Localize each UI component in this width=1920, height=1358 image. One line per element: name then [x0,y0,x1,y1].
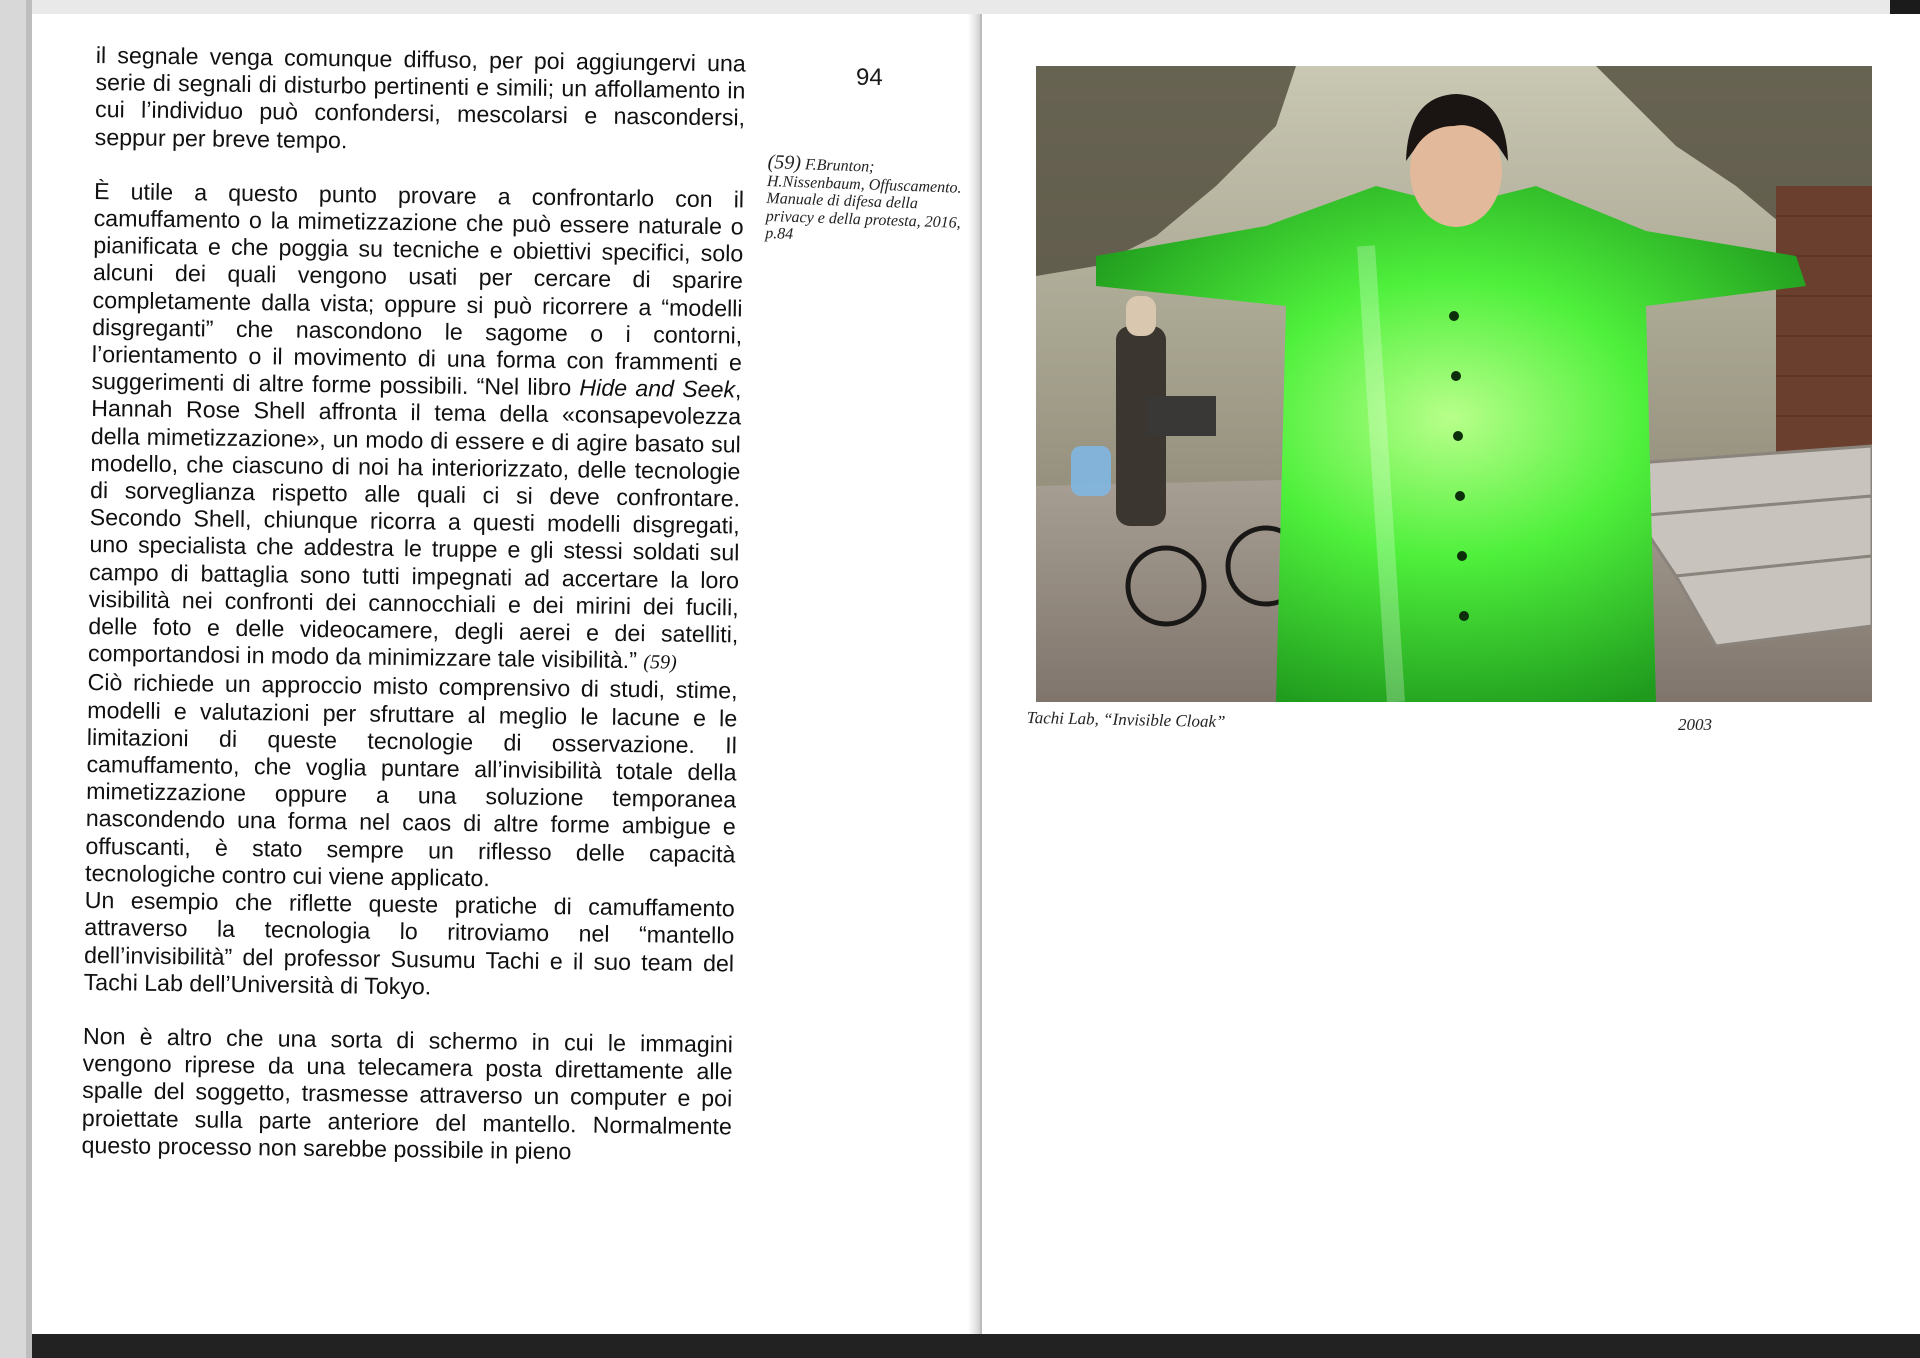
paragraph-2-text: È utile a questo punto provare a confrontarlo con il camuffamento o la mimetizzazione che può essere naturale o pianificata e che poggia su tecniche e obiettivi specifici, solo alcuni dei quali vengono usati per cercare di sparire completamente dalla vista; oppure si può ricorrere a “modelli disgreganti” che nascondono le sagome o i contorni, l’orientamento o il movimento di una forma con frammenti e suggerimenti di altre forme possibili. “Nel libro [91,177,745,401]
paragraph-1: il segnale venga comunque diffuso, per poi aggiungervi una serie di segnali di disturbo pertinenti e simili; un affollamento in cui l’individuo può confondersi, mescolarsi e nascondersi, seppur per breve tempo. [94,42,746,153]
paragraph-4: Un esempio che riflette queste pratiche di camuffamento attraverso la tecnologia lo ritroviamo nel “mantello dell’invisibilità” del professor Susumu Tachi e il suo team del Tachi Lab dell’Università di Tokyo. [83,887,735,1000]
paragraph-2-continued: , Hannah Rose Shell affronta il tema della «consapevolezza della mimetizzazione», un modo di essere e di agire basato sul modello, che ciascuno di noi ha interiorizzato, delle tecnologie di sorveglianza rispetto alle quali ci si deve confrontare. Secondo Shell, chiunque ricorra a questi modelli disgregati, uno specialista che addestra le truppe e gli stessi soldati sul campo di battaglia sono tutti impegnati ad accertare la loro visibilità nei confronti dei cannocchiali e dei mirini dei fucili, delle foto e delle videocamere, degli aerei e dei satelliti, comportandosi in modo da minimizzare tale visibilità.” [87,376,742,674]
book-title: Hide and Seek [579,374,736,403]
scan-edge-bottom [32,1334,1920,1358]
scan-edge-left [0,0,26,1358]
page-number: 94 [856,64,883,91]
footnote-text: F.Brunton; H.Nissenbaum, Offuscamento. Manuale di difesa della privacy e della protesta, 2016, p.84 [764,156,962,243]
body-text [81,42,746,1167]
paragraph-2 [88,178,744,678]
invisible-cloak-photo [1036,66,1872,702]
footnote-reference[interactable]: (59) [643,651,677,674]
plastic-bag [1071,446,1111,496]
paragraph-5: Non è altro che una sorta di schermo in cui le immagini vengono riprese da una telecamera posta direttamente alle spalle del soggetto, trasmesse attraverso un computer e poi proiettate sulla parte anteriore del mantello. Normalmente questo processo non sarebbe possibile in pieno [81,1022,734,1165]
figure-caption: Tachi Lab, “Invisible Cloak” [1026,708,1226,732]
paragraph-3: Ciò richiede un approccio misto comprensivo di studi, stime, modelli e valutazioni per sfruttare al meglio le lacune e le limitazioni di queste tecnologie di osservazione. Il camuffamento, che voglia puntare all’invisibilità totale della mimetizzazione oppure a una soluzione temporanea nascondendo una forma nel caos di altre forme ambigue e offuscanti, è stato sempre un riflesso delle capacità tecnologiche contro cui viene applicato. [84,669,738,892]
footnote-number: (59) [767,151,802,175]
footnote [764,151,968,249]
scan-edge-top [0,0,1920,14]
figure-year: 2003 [1678,715,1712,734]
book-gutter [968,14,980,1334]
